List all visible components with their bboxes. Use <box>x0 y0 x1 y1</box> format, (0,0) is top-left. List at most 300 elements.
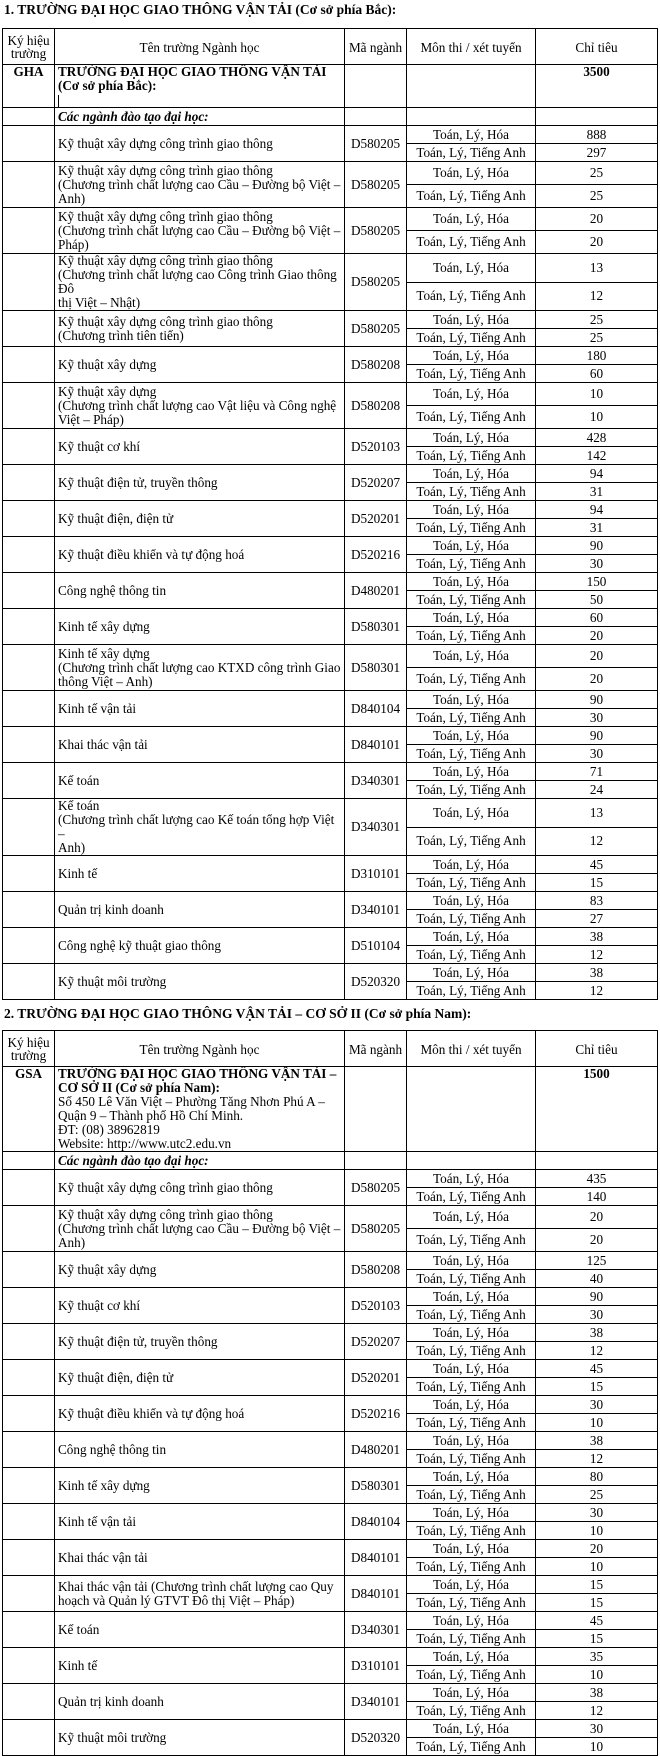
subject-combo: Toán, Lý, Tiếng Anh <box>407 1666 536 1684</box>
subject-combo: Toán, Lý, Hóa <box>407 126 536 144</box>
subject-combo: Toán, Lý, Hóa <box>407 1432 536 1450</box>
major-code: D310101 <box>345 1648 407 1684</box>
quota-value: 12 <box>536 982 658 1000</box>
quota-value: 15 <box>536 874 658 892</box>
program-name-line: Anh) <box>58 1234 86 1250</box>
major-code: D480201 <box>345 1432 407 1468</box>
empty-cell <box>407 108 536 126</box>
quota-value: 90 <box>536 537 658 555</box>
empty-cell <box>3 856 55 892</box>
major-code: D310101 <box>345 856 407 892</box>
empty-cell <box>3 727 55 763</box>
program-row <box>3 1612 658 1630</box>
program-name-line: (Chương trình chất lượng cao Công trình Giao thông Đô <box>58 267 337 296</box>
program-row <box>3 928 658 946</box>
quota-value: 90 <box>536 1288 658 1306</box>
major-code: D580205 <box>345 254 407 311</box>
subject-combo: Toán, Lý, Tiếng Anh <box>407 1594 536 1612</box>
school-quota: 3500 <box>536 65 658 108</box>
subject-combo: Toán, Lý, Hóa <box>407 465 536 483</box>
quota-value: 150 <box>536 573 658 591</box>
subject-combo: Toán, Lý, Tiếng Anh <box>407 1630 536 1648</box>
program-name <box>55 1396 345 1432</box>
quota-value: 20 <box>536 208 658 231</box>
header-school-name: Tên trường Ngành học <box>55 1031 345 1067</box>
quota-value: 10 <box>536 1414 658 1432</box>
program-row <box>3 1432 658 1450</box>
quota-value: 45 <box>536 856 658 874</box>
program-name <box>55 1252 345 1288</box>
subject-combo: Toán, Lý, Hóa <box>407 537 536 555</box>
program-row <box>3 1252 658 1270</box>
program-row <box>3 1468 658 1486</box>
quota-value: 10 <box>536 1738 658 1756</box>
program-name-line: (Chương trình tiên tiến) <box>58 327 184 343</box>
program-row <box>3 465 658 483</box>
subject-combo: Toán, Lý, Hóa <box>407 763 536 781</box>
quota-value: 20 <box>536 645 658 668</box>
header-major-code: Mã ngành <box>345 29 407 65</box>
program-row <box>3 1324 658 1342</box>
major-code: D580208 <box>345 383 407 429</box>
program-name-line: Kỹ thuật xây dựng <box>58 1261 157 1277</box>
subject-combo: Toán, Lý, Hóa <box>407 856 536 874</box>
program-name <box>55 1684 345 1720</box>
program-row <box>3 208 658 231</box>
program-name-line: Kỹ thuật xây dựng công trình giao thông <box>58 1179 273 1195</box>
program-name <box>55 856 345 892</box>
subject-combo: Toán, Lý, Hóa <box>407 609 536 627</box>
empty-cell <box>345 108 407 126</box>
subject-combo: Toán, Lý, Hóa <box>407 1576 536 1594</box>
subject-combo: Toán, Lý, Hóa <box>407 208 536 231</box>
program-row <box>3 1504 658 1522</box>
program-name <box>55 1432 345 1468</box>
subject-combo: Toán, Lý, Hóa <box>407 1612 536 1630</box>
empty-cell <box>3 763 55 799</box>
subject-combo: Toán, Lý, Tiếng Anh <box>407 1229 536 1252</box>
quota-value: 94 <box>536 465 658 483</box>
major-code: D520216 <box>345 537 407 573</box>
quota-value: 20 <box>536 1206 658 1229</box>
program-name <box>55 1612 345 1648</box>
quota-value: 12 <box>536 282 658 311</box>
program-name <box>55 465 345 501</box>
subject-combo: Toán, Lý, Hóa <box>407 1324 536 1342</box>
program-row <box>3 1720 658 1738</box>
empty-cell <box>3 1468 55 1504</box>
empty-cell <box>407 1152 536 1170</box>
empty-cell <box>3 691 55 727</box>
program-name <box>55 1206 345 1252</box>
subject-combo: Toán, Lý, Hóa <box>407 1360 536 1378</box>
program-name-line: (Chương trình chất lượng cao Vật liệu và Công nghệ <box>58 397 337 413</box>
major-code: D340301 <box>345 1612 407 1648</box>
school-name-cell <box>55 1067 345 1152</box>
program-name-line: Kỹ thuật môi trường <box>58 1729 167 1745</box>
subject-combo: Toán, Lý, Tiếng Anh <box>407 365 536 383</box>
program-name <box>55 208 345 254</box>
quota-value: 140 <box>536 1188 658 1206</box>
empty-cell <box>3 254 55 311</box>
program-name-line: thị Việt – Nhật) <box>58 295 141 310</box>
program-name <box>55 537 345 573</box>
quota-value: 38 <box>536 928 658 946</box>
quota-value: 12 <box>536 1702 658 1720</box>
major-code: D580205 <box>345 311 407 347</box>
subject-combo: Toán, Lý, Tiếng Anh <box>407 745 536 763</box>
program-row <box>3 311 658 329</box>
category-label: Các ngành đào tạo đại học: <box>55 108 345 126</box>
quota-value: 30 <box>536 1504 658 1522</box>
quota-value: 31 <box>536 519 658 537</box>
program-name-line: Kinh tế vận tải <box>58 700 137 716</box>
school-quota: 1500 <box>536 1067 658 1152</box>
program-name-line: Khai thác vận tải <box>58 1549 148 1565</box>
program-name <box>55 501 345 537</box>
program-row <box>3 691 658 709</box>
quota-value: 80 <box>536 1468 658 1486</box>
program-name-line: Kỹ thuật xây dựng công trình giao thông <box>58 1206 273 1222</box>
subject-combo: Toán, Lý, Hóa <box>407 1288 536 1306</box>
subject-combo: Toán, Lý, Tiếng Anh <box>407 1188 536 1206</box>
program-name-line: Kỹ thuật xây dựng <box>58 383 157 399</box>
subject-combo: Toán, Lý, Hóa <box>407 964 536 982</box>
major-code: D580301 <box>345 645 407 691</box>
subject-combo: Toán, Lý, Tiếng Anh <box>407 185 536 208</box>
subject-combo: Toán, Lý, Tiếng Anh <box>407 447 536 465</box>
program-row <box>3 347 658 365</box>
quota-value: 20 <box>536 1229 658 1252</box>
table-header-row <box>3 1031 658 1067</box>
program-row <box>3 892 658 910</box>
program-row <box>3 254 658 283</box>
major-code: D520201 <box>345 501 407 537</box>
header-major-code: Mã ngành <box>345 1031 407 1067</box>
quota-value: 30 <box>536 1396 658 1414</box>
empty-cell <box>3 1152 55 1170</box>
subject-combo: Toán, Lý, Tiếng Anh <box>407 1738 536 1756</box>
subject-combo: Toán, Lý, Tiếng Anh <box>407 1378 536 1396</box>
empty-cell <box>3 1170 55 1206</box>
program-name <box>55 126 345 162</box>
empty-cell <box>3 799 55 856</box>
program-name <box>55 928 345 964</box>
program-name-line: Công nghệ kỹ thuật giao thông <box>58 937 221 953</box>
subject-combo: Toán, Lý, Tiếng Anh <box>407 282 536 311</box>
subject-combo: Toán, Lý, Tiếng Anh <box>407 406 536 429</box>
empty-cell <box>3 1504 55 1540</box>
major-code: D580301 <box>345 1468 407 1504</box>
subject-combo: Toán, Lý, Hóa <box>407 799 536 828</box>
quota-value: 12 <box>536 946 658 964</box>
quota-value: 25 <box>536 329 658 347</box>
program-name-line: (Chương trình chất lượng cao Cầu – Đường bộ Việt – <box>58 1220 341 1236</box>
quota-value: 12 <box>536 1342 658 1360</box>
quota-value: 435 <box>536 1170 658 1188</box>
quota-value: 20 <box>536 627 658 645</box>
program-name-line: Anh) <box>58 840 86 855</box>
table-header-row <box>3 29 658 65</box>
program-row <box>3 1288 658 1306</box>
subject-combo: Toán, Lý, Tiếng Anh <box>407 1702 536 1720</box>
program-name-line: Kỹ thuật môi trường <box>58 973 167 989</box>
subject-combo: Toán, Lý, Hóa <box>407 1468 536 1486</box>
school-row <box>3 65 658 108</box>
program-name-line: Kỹ thuật xây dựng công trình giao thông <box>58 162 273 178</box>
program-name-line: Kỹ thuật điện tử, truyền thông <box>58 474 218 490</box>
empty-cell <box>3 1432 55 1468</box>
quota-value: 15 <box>536 1594 658 1612</box>
school-website: Website: http://www.utc2.edu.vn <box>58 1136 232 1151</box>
header-subjects: Môn thi / xét tuyển <box>407 29 536 65</box>
subject-combo: Toán, Lý, Hóa <box>407 1504 536 1522</box>
school-name: TRƯỜNG ĐẠI HỌC GIAO THÔNG VẬN TẢI (Cơ sở phía Bắc): <box>58 64 327 93</box>
quota-value: 10 <box>536 406 658 429</box>
subject-combo: Toán, Lý, Hóa <box>407 429 536 447</box>
section-2-table <box>2 1030 658 1756</box>
empty-cell <box>3 208 55 254</box>
empty-cell <box>3 1684 55 1720</box>
quota-value: 31 <box>536 483 658 501</box>
major-code: D510104 <box>345 928 407 964</box>
quota-value: 428 <box>536 429 658 447</box>
program-name-line: (Chương trình chất lượng cao Cầu – Đường bộ Việt – <box>58 176 341 192</box>
program-name <box>55 799 345 856</box>
major-code: D340101 <box>345 1684 407 1720</box>
program-name <box>55 1288 345 1324</box>
empty-cell <box>3 1288 55 1324</box>
subject-combo: Toán, Lý, Tiếng Anh <box>407 329 536 347</box>
subject-combo: Toán, Lý, Tiếng Anh <box>407 1450 536 1468</box>
major-code: D520207 <box>345 465 407 501</box>
empty-cell <box>3 892 55 928</box>
school-name: TRƯỜNG ĐẠI HỌC GIAO THÔNG VẬN TẢI – CƠ SỞ II (Cơ sở phía Nam): <box>58 1066 337 1095</box>
empty-cell <box>3 1252 55 1288</box>
program-name-line: Kinh tế xây dựng <box>58 618 150 634</box>
quota-value: 13 <box>536 254 658 283</box>
program-name <box>55 429 345 465</box>
major-code: D340301 <box>345 763 407 799</box>
program-name-line: Kỹ thuật xây dựng công trình giao thông <box>58 135 273 151</box>
subject-combo: Toán, Lý, Hóa <box>407 1396 536 1414</box>
program-row <box>3 609 658 627</box>
major-code: D520216 <box>345 1396 407 1432</box>
empty-cell <box>407 1067 536 1152</box>
section-1-heading: 1. TRƯỜNG ĐẠI HỌC GIAO THÔNG VẬN TẢI (Cơ sở phía Bắc): <box>4 2 397 17</box>
program-name-line: Kinh tế vận tải <box>58 1513 137 1529</box>
program-row <box>3 162 658 185</box>
program-name-line: Kế toán <box>58 772 100 788</box>
empty-cell <box>3 1360 55 1396</box>
empty-cell <box>3 465 55 501</box>
program-name-line: Quản trị kinh doanh <box>58 1693 164 1709</box>
empty-cell <box>3 1206 55 1252</box>
program-name <box>55 383 345 429</box>
empty-cell <box>3 645 55 691</box>
quota-value: 94 <box>536 501 658 519</box>
subject-combo: Toán, Lý, Hóa <box>407 691 536 709</box>
quota-value: 30 <box>536 745 658 763</box>
empty-cell <box>3 1324 55 1360</box>
empty-cell <box>3 126 55 162</box>
program-name <box>55 1576 345 1612</box>
program-name-line: Kỹ thuật điều khiển và tự động hoá <box>58 546 245 562</box>
quota-value: 125 <box>536 1252 658 1270</box>
major-code: D580205 <box>345 1170 407 1206</box>
quota-value: 10 <box>536 1522 658 1540</box>
quota-value: 45 <box>536 1612 658 1630</box>
program-name-line: Kỹ thuật xây dựng công trình giao thông <box>58 313 273 329</box>
subject-combo: Toán, Lý, Tiếng Anh <box>407 668 536 691</box>
program-name-line: Kỹ thuật xây dựng công trình giao thông <box>58 208 273 224</box>
quota-value: 24 <box>536 781 658 799</box>
program-name-line: Kế toán <box>58 798 100 813</box>
quota-value: 180 <box>536 347 658 365</box>
category-row <box>3 108 658 126</box>
subject-combo: Toán, Lý, Tiếng Anh <box>407 144 536 162</box>
category-row <box>3 1152 658 1170</box>
empty-cell <box>536 1152 658 1170</box>
quota-value: 25 <box>536 162 658 185</box>
subject-combo: Toán, Lý, Tiếng Anh <box>407 982 536 1000</box>
subject-combo: Toán, Lý, Hóa <box>407 1720 536 1738</box>
quota-value: 15 <box>536 1630 658 1648</box>
program-name <box>55 1324 345 1360</box>
section-2-heading: 2. TRƯỜNG ĐẠI HỌC GIAO THÔNG VẬN TẢI – CƠ SỞ II (Cơ sở phía Nam): <box>4 1006 472 1021</box>
quota-value: 90 <box>536 691 658 709</box>
quota-value: 10 <box>536 1666 658 1684</box>
program-name-line: Kỹ thuật điện, điện tử <box>58 510 174 526</box>
empty-cell <box>3 1396 55 1432</box>
program-row <box>3 429 658 447</box>
quota-value: 50 <box>536 591 658 609</box>
program-name <box>55 609 345 645</box>
empty-cell <box>3 1648 55 1684</box>
program-row <box>3 1540 658 1558</box>
program-row <box>3 573 658 591</box>
quota-value: 30 <box>536 709 658 727</box>
program-name <box>55 162 345 208</box>
program-name <box>55 1540 345 1576</box>
quota-value: 142 <box>536 447 658 465</box>
program-name <box>55 763 345 799</box>
program-row <box>3 1576 658 1594</box>
subject-combo: Toán, Lý, Hóa <box>407 383 536 406</box>
quota-value: 15 <box>536 1378 658 1396</box>
program-name-line: Kinh tế <box>58 865 98 881</box>
empty-cell <box>407 65 536 108</box>
major-code: D580208 <box>345 347 407 383</box>
subject-combo: Toán, Lý, Tiếng Anh <box>407 555 536 573</box>
subject-combo: Toán, Lý, Hóa <box>407 501 536 519</box>
empty-cell <box>3 108 55 126</box>
empty-cell <box>3 383 55 429</box>
school-code: GHA <box>3 65 55 108</box>
program-name-line: thông Việt – Anh) <box>58 673 153 689</box>
empty-cell <box>3 573 55 609</box>
empty-cell <box>3 347 55 383</box>
major-code: D480201 <box>345 573 407 609</box>
empty-cell <box>3 1576 55 1612</box>
major-code: D580205 <box>345 162 407 208</box>
subject-combo: Toán, Lý, Hóa <box>407 928 536 946</box>
empty-cell <box>3 537 55 573</box>
empty-cell <box>536 108 658 126</box>
empty-cell <box>345 1067 407 1152</box>
subject-combo: Toán, Lý, Hóa <box>407 1648 536 1666</box>
quota-value: 60 <box>536 365 658 383</box>
subject-combo: Toán, Lý, Hóa <box>407 1684 536 1702</box>
major-code: D840101 <box>345 1540 407 1576</box>
quota-value: 38 <box>536 1432 658 1450</box>
program-name-line: Kỹ thuật xây dựng công trình giao thông <box>58 253 273 268</box>
quota-value: 35 <box>536 1648 658 1666</box>
major-code: D520201 <box>345 1360 407 1396</box>
subject-combo: Toán, Lý, Tiếng Anh <box>407 1414 536 1432</box>
program-row <box>3 1170 658 1188</box>
empty-cell <box>345 1152 407 1170</box>
program-name-line: Việt – Pháp) <box>58 411 124 427</box>
subject-combo: Toán, Lý, Tiếng Anh <box>407 231 536 254</box>
quota-value: 38 <box>536 1684 658 1702</box>
program-name <box>55 691 345 727</box>
quota-value: 888 <box>536 126 658 144</box>
quota-value: 25 <box>536 185 658 208</box>
program-name-line: Kỹ thuật cơ khí <box>58 438 141 454</box>
program-row <box>3 1206 658 1229</box>
subject-combo: Toán, Lý, Hóa <box>407 162 536 185</box>
program-name-line: Kỹ thuật điều khiển và tự động hoá <box>58 1405 245 1421</box>
quota-value: 25 <box>536 311 658 329</box>
major-code: D840101 <box>345 727 407 763</box>
subject-combo: Toán, Lý, Tiếng Anh <box>407 483 536 501</box>
subject-combo: Toán, Lý, Tiếng Anh <box>407 910 536 928</box>
empty-cell <box>3 928 55 964</box>
program-name-line: Pháp) <box>58 236 89 252</box>
header-subjects: Môn thi / xét tuyển <box>407 1031 536 1067</box>
header-school-code: Ký hiệu trường <box>3 29 55 65</box>
subject-combo: Toán, Lý, Tiếng Anh <box>407 1522 536 1540</box>
subject-combo: Toán, Lý, Tiếng Anh <box>407 519 536 537</box>
subject-combo: Toán, Lý, Tiếng Anh <box>407 627 536 645</box>
major-code: D520103 <box>345 1288 407 1324</box>
program-name <box>55 1468 345 1504</box>
quota-value: 38 <box>536 964 658 982</box>
program-row <box>3 537 658 555</box>
empty-cell <box>3 1540 55 1576</box>
quota-value: 12 <box>536 1450 658 1468</box>
program-name-line: Kinh tế xây dựng <box>58 645 150 661</box>
empty-cell <box>3 162 55 208</box>
school-name-cell <box>55 65 345 108</box>
program-name <box>55 964 345 1000</box>
quota-value: 30 <box>536 1306 658 1324</box>
quota-value: 71 <box>536 763 658 781</box>
program-row <box>3 1684 658 1702</box>
text-cursor <box>58 95 59 107</box>
quota-value: 38 <box>536 1324 658 1342</box>
program-name <box>55 892 345 928</box>
program-row <box>3 763 658 781</box>
subject-combo: Toán, Lý, Hóa <box>407 1252 536 1270</box>
major-code: D340101 <box>345 892 407 928</box>
program-name-line: hoạch và Quản lý GTVT Đô thị Việt – Pháp) <box>58 1592 295 1608</box>
program-row <box>3 1360 658 1378</box>
program-name <box>55 1170 345 1206</box>
quota-value: 40 <box>536 1270 658 1288</box>
program-row <box>3 501 658 519</box>
